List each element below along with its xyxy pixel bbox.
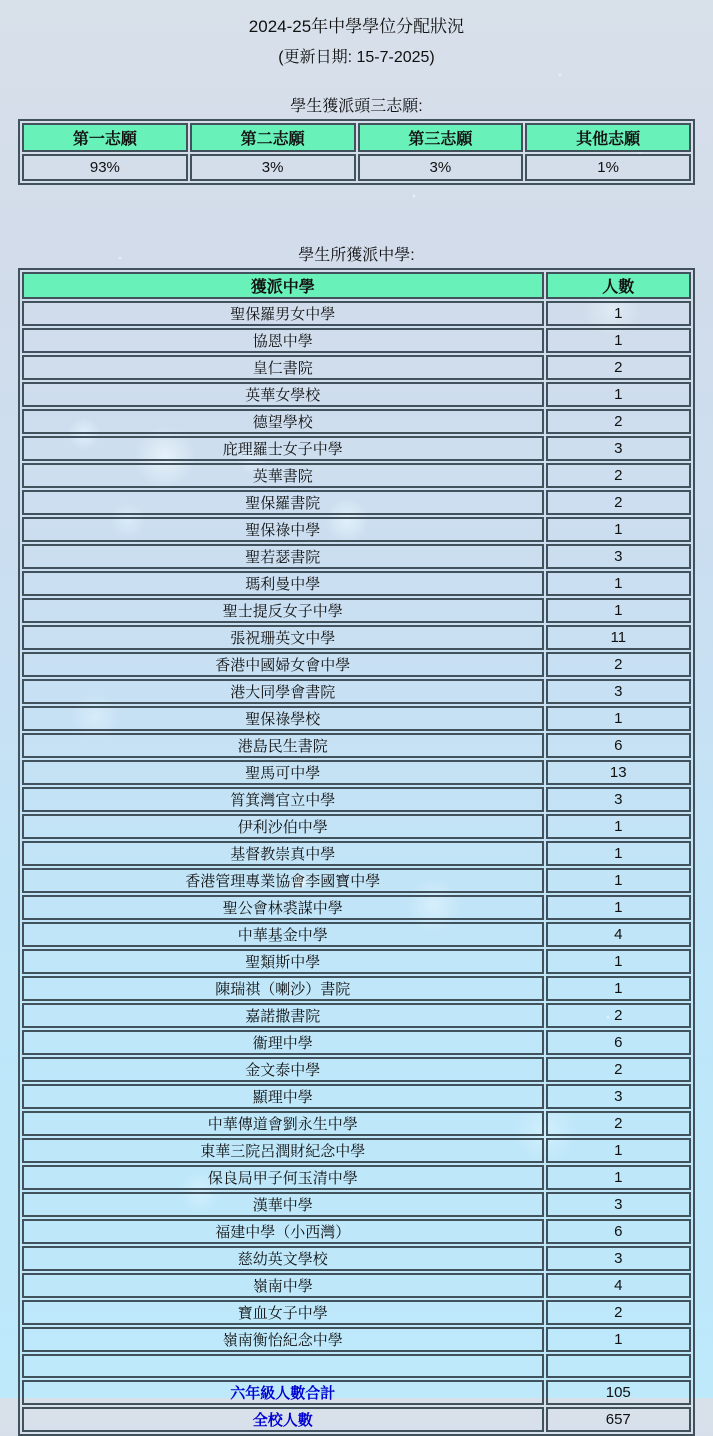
school-row xyxy=(22,409,691,434)
school-name-cell xyxy=(22,1354,544,1378)
school-name-cell: 聖馬可中學 xyxy=(22,760,544,785)
schools-header-row xyxy=(22,272,691,299)
school-count-cell: 2 xyxy=(546,1300,691,1325)
school-count-cell: 2 xyxy=(546,1057,691,1082)
school-name-cell: 張祝珊英文中學 xyxy=(22,625,544,650)
allocated-schools-table xyxy=(18,268,695,1436)
school-name-cell: 寶血女子中學 xyxy=(22,1300,544,1325)
schools-col-header-count: 人數 xyxy=(546,272,691,299)
school-count-cell: 2 xyxy=(546,1003,691,1028)
school-name-cell: 筲箕灣官立中學 xyxy=(22,787,544,812)
school-count-cell: 2 xyxy=(546,1111,691,1136)
school-name-cell: 陳瑞祺（喇沙）書院 xyxy=(22,976,544,1001)
choices-values-row xyxy=(22,154,691,181)
update-date: (更新日期: 15-7-2025) xyxy=(278,49,435,66)
choices-col-header-4: 其他志願 xyxy=(525,123,691,152)
school-count-cell: 2 xyxy=(546,463,691,488)
school-name-cell: 聖若瑟書院 xyxy=(22,544,544,569)
school-name-cell: 東華三院呂潤財紀念中學 xyxy=(22,1138,544,1163)
school-count-cell: 2 xyxy=(546,652,691,677)
school-row xyxy=(22,1003,691,1028)
school-row xyxy=(22,760,691,785)
school-name-cell: 聖保羅書院 xyxy=(22,490,544,515)
school-count-cell: 4 xyxy=(546,1273,691,1298)
school-row xyxy=(22,652,691,677)
school-count-cell: 3 xyxy=(546,544,691,569)
school-row xyxy=(22,895,691,920)
school-count-cell: 3 xyxy=(546,1192,691,1217)
choices-header-row xyxy=(22,123,691,152)
school-name-cell: 聖保祿學校 xyxy=(22,706,544,731)
school-name-cell: 嶺南中學 xyxy=(22,1273,544,1298)
school-row xyxy=(22,1354,691,1378)
choices-section-label: 學生獲派頭三志願: xyxy=(290,98,423,115)
school-name-cell: 漢華中學 xyxy=(22,1192,544,1217)
school-row xyxy=(22,625,691,650)
school-row xyxy=(22,517,691,542)
schools-table-body xyxy=(22,272,691,1432)
school-count-cell: 1 xyxy=(546,1165,691,1190)
school-row xyxy=(22,976,691,1001)
school-name-cell: 聖士提反女子中學 xyxy=(22,598,544,623)
school-name-cell: 聖公會林裘謀中學 xyxy=(22,895,544,920)
school-count-cell: 6 xyxy=(546,733,691,758)
school-row xyxy=(22,787,691,812)
school-name-cell: 基督教崇真中學 xyxy=(22,841,544,866)
school-count-cell: 4 xyxy=(546,922,691,947)
school-row xyxy=(22,868,691,893)
school-name-cell: 聖類斯中學 xyxy=(22,949,544,974)
school-row xyxy=(22,571,691,596)
school-row xyxy=(22,1246,691,1271)
school-name-cell: 金文泰中學 xyxy=(22,1057,544,1082)
school-row xyxy=(22,382,691,407)
school-row xyxy=(22,1273,691,1298)
school-name-cell: 英華書院 xyxy=(22,463,544,488)
school-name-cell: 顯理中學 xyxy=(22,1084,544,1109)
school-count-cell: 3 xyxy=(546,1084,691,1109)
choices-value-cell-2: 3% xyxy=(190,154,356,181)
school-count-cell: 1 xyxy=(546,868,691,893)
school-count-cell: 3 xyxy=(546,436,691,461)
school-row xyxy=(22,1084,691,1109)
school-count-cell: 1 xyxy=(546,571,691,596)
school-row xyxy=(22,1192,691,1217)
school-count-cell: 1 xyxy=(546,706,691,731)
school-row xyxy=(22,949,691,974)
choices-value-cell-1: 93% xyxy=(22,154,188,181)
school-row xyxy=(22,1219,691,1244)
school-row xyxy=(22,814,691,839)
summary-row xyxy=(22,1380,691,1405)
summary-value-cell: 105 xyxy=(546,1380,691,1405)
school-row xyxy=(22,436,691,461)
school-row xyxy=(22,355,691,380)
school-count-cell: 1 xyxy=(546,1138,691,1163)
school-count-cell: 1 xyxy=(546,382,691,407)
school-name-cell: 庇理羅士女子中學 xyxy=(22,436,544,461)
school-count-cell: 13 xyxy=(546,760,691,785)
school-name-cell: 協恩中學 xyxy=(22,328,544,353)
school-row xyxy=(22,490,691,515)
schools-section-label: 學生所獲派中學: xyxy=(298,247,415,264)
school-row xyxy=(22,544,691,569)
school-count-cell: 2 xyxy=(546,490,691,515)
page-title: 2024-25年中學學位分配狀況 xyxy=(248,17,465,36)
school-name-cell: 英華女學校 xyxy=(22,382,544,407)
school-name-cell: 聖保祿中學 xyxy=(22,517,544,542)
school-row xyxy=(22,1165,691,1190)
school-name-cell: 慈幼英文學校 xyxy=(22,1246,544,1271)
school-count-cell: 1 xyxy=(546,517,691,542)
summary-label-cell: 全校人數 xyxy=(22,1407,544,1432)
school-row xyxy=(22,301,691,326)
school-row xyxy=(22,841,691,866)
summary-row xyxy=(22,1407,691,1432)
choices-col-header-2: 第二志願 xyxy=(190,123,356,152)
school-count-cell: 1 xyxy=(546,841,691,866)
choices-value-cell-4: 1% xyxy=(525,154,691,181)
school-count-cell: 6 xyxy=(546,1030,691,1055)
school-count-cell: 1 xyxy=(546,301,691,326)
school-name-cell: 聖保羅男女中學 xyxy=(22,301,544,326)
school-row xyxy=(22,1138,691,1163)
choices-col-header-3: 第三志願 xyxy=(358,123,524,152)
school-count-cell: 1 xyxy=(546,949,691,974)
school-row xyxy=(22,328,691,353)
school-count-cell: 1 xyxy=(546,976,691,1001)
school-count-cell: 1 xyxy=(546,598,691,623)
school-row xyxy=(22,463,691,488)
page xyxy=(0,12,713,1436)
schools-col-header-name: 獲派中學 xyxy=(22,272,544,299)
choices-value-cell-3: 3% xyxy=(358,154,524,181)
school-name-cell: 港島民生書院 xyxy=(22,733,544,758)
top-choices-table xyxy=(18,119,695,185)
school-count-cell: 11 xyxy=(546,625,691,650)
school-row xyxy=(22,679,691,704)
school-row xyxy=(22,706,691,731)
school-name-cell: 香港中國婦女會中學 xyxy=(22,652,544,677)
school-count-cell: 1 xyxy=(546,1327,691,1352)
school-name-cell: 嶺南衡怡紀念中學 xyxy=(22,1327,544,1352)
school-count-cell: 3 xyxy=(546,787,691,812)
school-count-cell: 3 xyxy=(546,1246,691,1271)
school-name-cell: 瑪利曼中學 xyxy=(22,571,544,596)
school-count-cell: 1 xyxy=(546,814,691,839)
school-name-cell: 中華基金中學 xyxy=(22,922,544,947)
school-count-cell: 1 xyxy=(546,895,691,920)
school-row xyxy=(22,1327,691,1352)
school-row xyxy=(22,1057,691,1082)
school-row xyxy=(22,733,691,758)
school-count-cell xyxy=(546,1354,691,1378)
school-name-cell: 皇仁書院 xyxy=(22,355,544,380)
school-count-cell: 2 xyxy=(546,409,691,434)
school-row xyxy=(22,1030,691,1055)
school-row xyxy=(22,1111,691,1136)
school-name-cell: 中華傳道會劉永生中學 xyxy=(22,1111,544,1136)
summary-value-cell: 657 xyxy=(546,1407,691,1432)
school-count-cell: 6 xyxy=(546,1219,691,1244)
school-count-cell: 1 xyxy=(546,328,691,353)
school-name-cell: 保良局甲子何玉清中學 xyxy=(22,1165,544,1190)
choices-col-header-1: 第一志願 xyxy=(22,123,188,152)
school-row xyxy=(22,1300,691,1325)
school-name-cell: 德望學校 xyxy=(22,409,544,434)
summary-label-cell: 六年級人數合計 xyxy=(22,1380,544,1405)
school-name-cell: 嘉諾撒書院 xyxy=(22,1003,544,1028)
school-row xyxy=(22,598,691,623)
school-name-cell: 衞理中學 xyxy=(22,1030,544,1055)
school-count-cell: 2 xyxy=(546,355,691,380)
school-name-cell: 港大同學會書院 xyxy=(22,679,544,704)
school-row xyxy=(22,922,691,947)
school-name-cell: 福建中學（小西灣） xyxy=(22,1219,544,1244)
school-name-cell: 香港管理專業協會李國寶中學 xyxy=(22,868,544,893)
school-name-cell: 伊利沙伯中學 xyxy=(22,814,544,839)
school-count-cell: 3 xyxy=(546,679,691,704)
